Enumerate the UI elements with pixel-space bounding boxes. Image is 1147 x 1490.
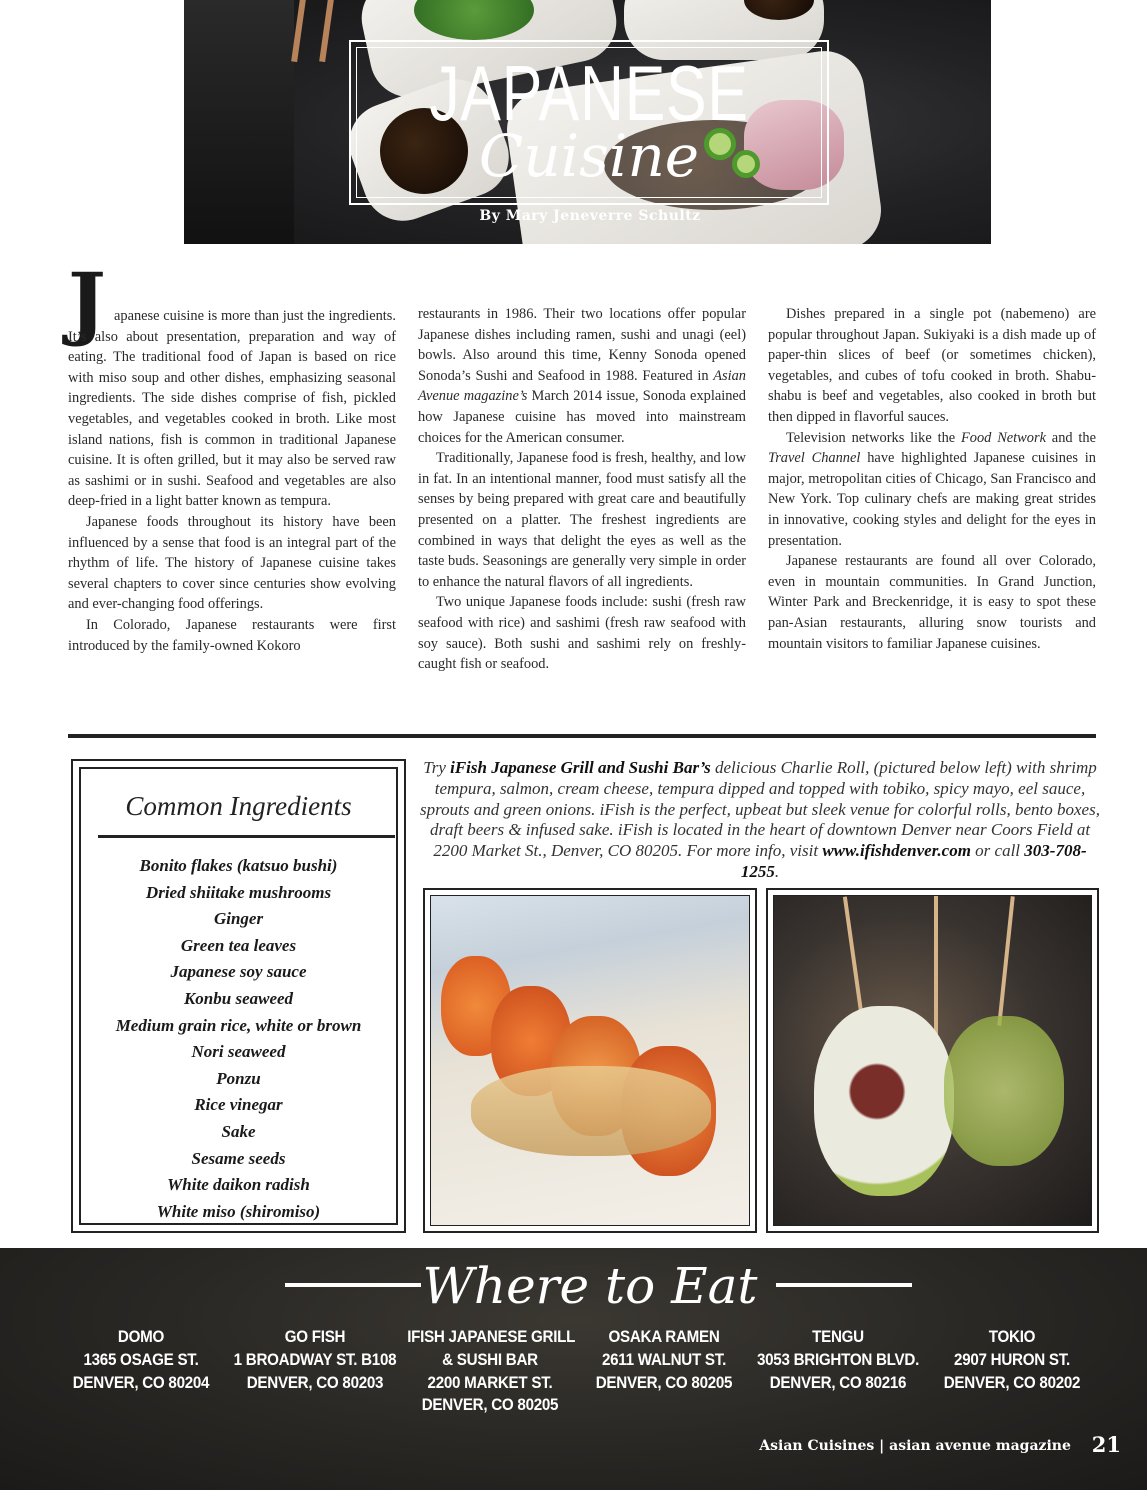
ingredient-item: White daikon radish [167,1175,310,1195]
article-column-2 [418,304,746,675]
title-cuisine: Cuisine [478,122,700,190]
byline: By Mary Jeneverre Schultz [479,208,701,224]
page-number: 21 [1091,1432,1121,1457]
paragraph: Japanese restaurants are found all over Colorado, even in mountain communities. In Grand Junction, Winter Park and Breckenridge, it is easy to spot these pan-Asian restaurants, alluring snow tourists and mountain visitors to familiar Japanese cuisines. [768,553,1096,652]
paragraph: Dishes prepared in a single pot (nabemeno) are popular throughout Japan. Sukiyaki is a dish made up of paper-thin slices of beef (or sometimes chicken), vegetables, and cubes of tofu cooked in broth. Shabu-shabu is beef and vegetables, also cooked in broth but then dipped in flavorful sauces. [768,306,1096,425]
ingredient-item: Rice vinegar [194,1095,283,1115]
ingredient-item: Dried shiitake mushrooms [145,882,332,902]
paragraph: Television networks like the Food Network and the Travel Channel have highlighted Japanese cuisines in major, metropolitan cities of Chicago, San Francisco and New York. Top culinary chefs are making great strides in innovative, cooking styles and delight for the eyes in presentation. [768,429,1097,549]
ingredient-item: Medium grain rice, white or brown [115,1015,362,1035]
ingredient-item: Konbu seaweed [183,988,294,1008]
title-japanese: JAPANESE [429,49,749,137]
ingredient-item: Nori seaweed [191,1042,286,1062]
ingredient-item: Ginger [213,909,264,929]
restaurant-go-fish: GO FISH 1 BROADWAY ST. B108 DENVER, CO 80203 [233,1328,397,1392]
roll-piece [814,1006,954,1196]
paragraph: Japanese foods throughout its history have been influenced by a sense that food is an integral part of the rhythm of life. The history of Japanese cuisine takes several chapters to cover since centuries show evolving and ever-changing food offerings. [68,513,396,613]
section-name: Asian Cuisines [759,1438,875,1454]
paragraph: apanese cuisine is more than just the ingredients. It’s also about presentation, preparation and way of eating. The traditional food of Japan is based on rice with miso soup and other dishes, emphasizing seasonal ingredients. The side dishes comprise of fish, pickled vegetables, and vegetables cooked in broth. Like most island nations, fish is common in traditional Japanese cuisine. It is often grilled, but it may also be served raw as sashimi or in sushi. Seafood and vegetables are also deep-fried in a light batter known as tempura. [68,308,396,510]
ifish-promo: Try iFish Japanese Grill and Sushi Bar’s delicious Charlie Roll, (pictured below left) with shrimp tempura, salmon, cream cheese, tempura dipped and topped with tobiko, spicy mayo, eel sauce, sprouts and green onions. iFish is the perfect, upbeat but sleek venue for colorful rolls, bento boxes, draft beers & infused sake. iFish is located in the heart of downtown Denver near Coors Field at 2200 Market St., Denver, CO 80205. For more info, visit www.ifishdenver.com or call 303-708-1255. [420,758,1100,881]
restaurant-ifish: IFISH JAPANESE GRILL & SUSHI BAR 2200 MARKET ST. DENVER, CO 80205 [407,1328,576,1415]
magazine-name: asian avenue magazine [889,1438,1071,1454]
title-frame [349,40,829,205]
restaurant-name: iFish Japanese Grill and Sushi Bar’s [450,758,711,777]
ingredient-item: Sesame seeds [191,1148,286,1168]
ingredient-item: Bonito flakes (katsuo bushi) [139,856,338,875]
ingredient-item: White miso (shiromiso) [156,1201,321,1221]
article-column-1 [68,306,396,656]
website-link[interactable]: www.ifishdenver.com [822,841,971,861]
toothpick [997,896,1015,1026]
paragraph: In Colorado, Japanese restaurants were first introduced by the family-owned Kokoro [68,616,396,654]
title-line-right [776,1283,912,1287]
article-column-3 [768,304,1096,654]
toothpick [934,896,938,1036]
ingredients-list [81,853,396,1225]
restaurant-domo: DOMO 1365 OSAGE ST. DENVER, CO 80204 [72,1328,210,1392]
sushi-roll-photo [766,888,1099,1233]
ingredients-rule [98,835,395,838]
section-divider [68,734,1096,738]
drop-cap: J [68,255,106,349]
restaurant-osaka-ramen: OSAKA RAMEN 2611 WALNUT ST. DENVER, CO 80205 [595,1328,733,1392]
tempura [471,1066,711,1156]
roll-piece [944,1016,1064,1166]
footer-separator: | [879,1438,885,1454]
restaurant-tengu: TENGU 3053 BRIGHTON BLVD. DENVER, CO 80216 [756,1328,920,1392]
page-footer [759,1432,1121,1457]
paragraph: restaurants in 1986. Their two locations offer popular Japanese dishes including ramen, sushi and unagi (eel) bowls. Also around this time, Kenny Sonoda opened Sonoda’s Sushi and Seafood in 1988. Featured in Asian Avenue magazine’s March 2014 issue, Sonoda explained how Japanese cuisine has moved into mainstream choices for the American consumer. [418,306,746,446]
chopstick [319,0,335,62]
ingredients-title: Common Ingredients [125,791,352,821]
ingredient-item: Ponzu [216,1068,261,1088]
phone-number: 303-708-1255 [740,841,1087,881]
paragraph: Traditionally, Japanese food is fresh, healthy, and low in fat. In an intentional manner, food must satisfy all the senses by being prepared with great care and beautifully presented on a platter. The freshest ingredients are combined in ways that delight the eyes as well as the taste buds. Seasonings are generally very simple in order to enhance the natural flavors of all ingredients. [418,450,746,590]
ingredients-box [71,759,406,1233]
where-to-eat-title: Where to Eat [422,1257,758,1315]
restaurant-tokio: TOKIO 2907 HURON ST. DENVER, CO 80202 [943,1328,1081,1392]
ingredient-item: Japanese soy sauce [170,962,307,982]
napkin [184,0,294,244]
paragraph: Two unique Japanese foods include: sushi (fresh raw seafood with rice) and sashimi (fresh raw seafood with soy sauce). Both sushi and sashimi rely on freshly-caught fish or seafood. [418,594,746,673]
title-line-left [285,1283,421,1287]
charlie-roll-photo [423,888,757,1233]
ingredient-item: Sake [221,1121,256,1141]
ingredient-item: Green tea leaves [180,935,297,955]
